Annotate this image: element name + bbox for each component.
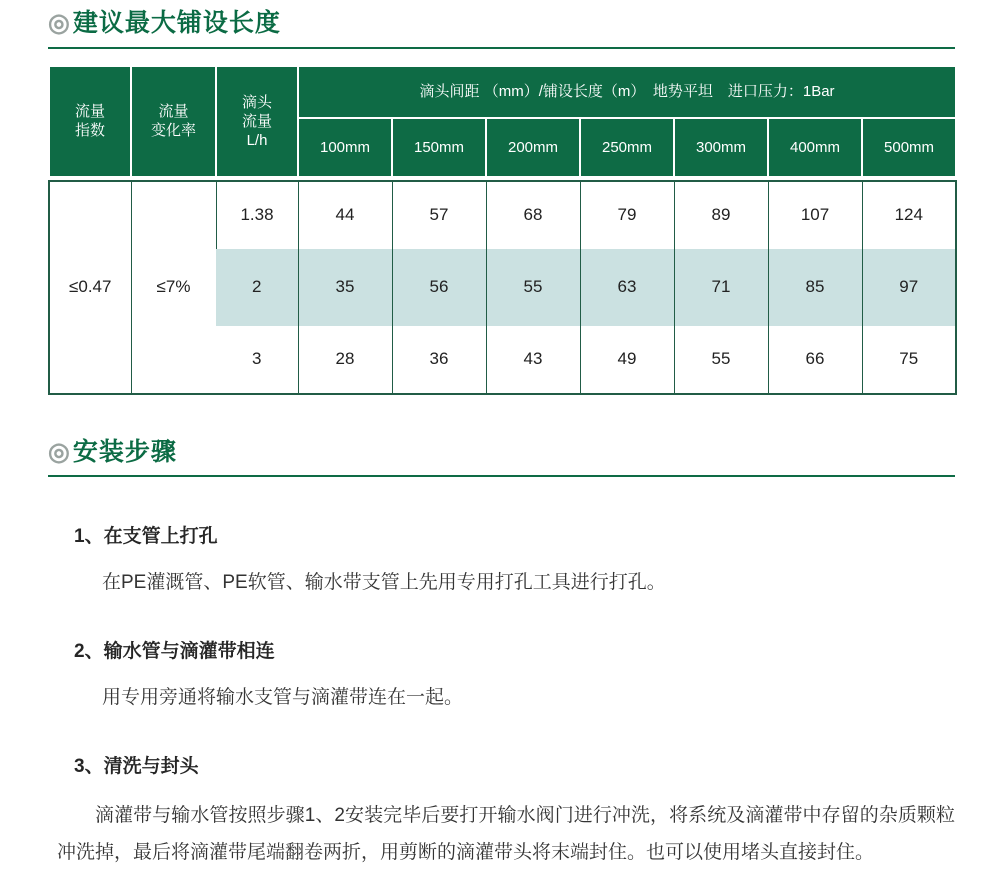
bullseye-icon: ◎ [48,11,70,36]
table-cell: 43 [486,326,580,394]
header-spacing-500: 500mm [862,118,956,177]
table-cell: 56 [392,249,486,326]
header-dripper-flow: 滴头 流量 L/h [216,66,298,177]
table-cell: 35 [298,249,392,326]
step3-body: 滴灌带与输水管按照步骤1、2安装完毕后要打开输水阀门进行冲洗，将系统及滴灌带中存留的杂质颗粒冲洗掉，最后将滴灌带尾端翻卷两折，用剪断的滴灌带头将末端封住。也可以使用堵头直接封住。 [57,797,955,871]
cell-flow-index: ≤0.47 [49,181,131,394]
step3-title: 3、清洗与封头 [74,751,955,778]
table-cell: 44 [298,181,392,249]
table-cell: 55 [486,249,580,326]
header-spacing-200: 200mm [486,118,580,177]
spec-table-body [48,180,957,395]
header-spacing-150: 150mm [392,118,486,177]
section2-title: 安装步骤 [73,439,177,467]
table-cell: 63 [580,249,674,326]
step1-body: 在PE灌溉管、PE软管、输水带支管上先用专用打孔工具进行打孔。 [102,567,955,594]
table-cell: 79 [580,181,674,249]
installation-steps [48,521,955,871]
table-row [49,181,956,249]
bullseye-icon: ◎ [48,440,70,465]
section1-heading [48,10,955,49]
step1-title: 1、在支管上打孔 [74,521,955,548]
header-flow-index: 流量 指数 [49,66,131,177]
header-spacing-300: 300mm [674,118,768,177]
section2-heading [48,439,955,478]
table-cell: 1.38 [216,181,298,249]
table-cell: 55 [674,326,768,394]
section2 [48,439,955,871]
table-cell: 68 [486,181,580,249]
table-cell: 107 [768,181,862,249]
header-flow-variation: 流量 变化率 [131,66,216,177]
table-cell: 36 [392,326,486,394]
table-cell: 2 [216,249,298,326]
table-cell: 85 [768,249,862,326]
table-cell: 71 [674,249,768,326]
step2-title: 2、输水管与滴灌带相连 [74,636,955,663]
table-cell: 66 [768,326,862,394]
table-cell: 89 [674,181,768,249]
cell-flow-variation: ≤7% [131,181,216,394]
table-cell: 3 [216,326,298,394]
header-spacing-400: 400mm [768,118,862,177]
table-cell: 124 [862,181,956,249]
header-spacing-250: 250mm [580,118,674,177]
table-cell: 57 [392,181,486,249]
step2-body: 用专用旁通将输水支管与滴灌带连在一起。 [102,682,955,709]
header-span-title: 滴头间距 （mm）/铺设长度（m） 地势平坦 进口压力：1Bar [298,66,956,118]
table-cell: 75 [862,326,956,394]
header-spacing-100: 100mm [298,118,392,177]
table-cell: 28 [298,326,392,394]
section1-title: 建议最大铺设长度 [73,10,281,38]
spec-table-header [48,65,957,178]
table-cell: 49 [580,326,674,394]
table-cell: 97 [862,249,956,326]
